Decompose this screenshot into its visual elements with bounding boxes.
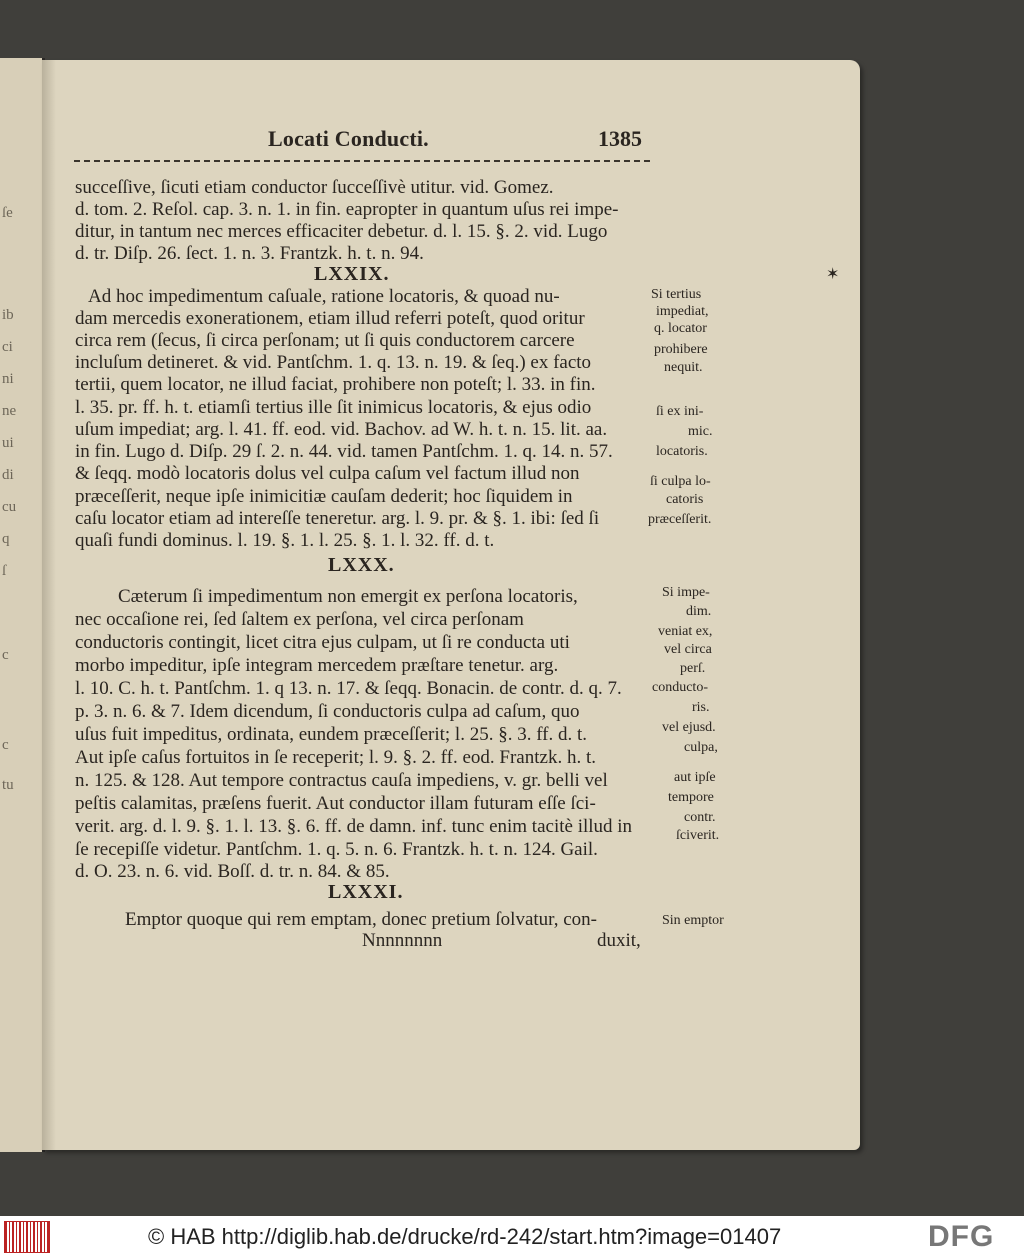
margin-note: vel ejusd. <box>662 720 716 735</box>
left-fragment: tu <box>2 777 14 793</box>
text-line: Emptor quoque qui rem emptam, donec pretium ſolvatur, con- <box>125 909 598 930</box>
margin-note: catoris <box>666 492 704 507</box>
text-line: l. 35. pr. ff. h. t. etiamſi tertius ille ſit inimicus locatoris, & ejus odio <box>75 397 592 418</box>
margin-note: perſ. <box>680 661 706 676</box>
margin-note: Sin emptor <box>662 913 724 928</box>
margin-note: prohibere <box>654 342 708 357</box>
text-line: circa rem (ſecus, ſi circa perſonam; ut ſi quis conductorem carcere <box>75 330 575 351</box>
text-line: d. tr. Diſp. 26. ſect. 1. n. 3. Frantzk. h. t. n. 94. <box>75 243 424 264</box>
margin-note: tempore <box>668 790 714 805</box>
margin-note: culpa, <box>684 740 718 755</box>
text-line: Aut ipſe caſus fortuitos in ſe receperit; l. 9. §. 2. ff. eod. Frantzk. h. t. <box>75 747 596 768</box>
text-line: nec occaſione rei, ſed ſaltem ex perſona, vel circa perſonam <box>75 609 524 630</box>
left-fragment: ib <box>2 307 14 323</box>
text-line: peſtis calamitas, præſens fuerit. Aut conductor illam futuram eſſe ſci- <box>75 793 596 814</box>
text-line: d. O. 23. n. 6. vid. Boſſ. d. tr. n. 84. & 85. <box>75 861 390 882</box>
margin-note: nequit. <box>664 360 703 375</box>
text-line: in fin. Lugo d. Diſp. 29 ſ. 2. n. 44. vid. tamen Pantſchm. 1. q. 14. n. 57. <box>75 441 613 462</box>
copyright-link[interactable]: © HAB http://diglib.hab.de/drucke/rd-242/start.htm?image=01407 <box>148 1224 782 1249</box>
text-line: morbo impeditur, ipſe integram mercedem præſtare tenetur. arg. <box>75 655 559 676</box>
margin-note: contr. <box>684 810 716 825</box>
running-title: Locati Conducti. <box>268 126 429 151</box>
text-line: n. 125. & 128. Aut tempore contractus cauſa impediens, v. gr. belli vel <box>75 770 608 791</box>
margin-note: locatoris. <box>656 444 708 459</box>
margin-note: impediat, <box>656 304 709 319</box>
text-line: uſus fuit impeditus, ordinata, eundem præceſſerit; l. 25. §. 3. ff. d. t. <box>75 724 588 745</box>
text-line: verit. arg. d. l. 9. §. 1. l. 13. §. 6. ff. de damn. inf. tunc enim tacitè illud in <box>75 816 633 837</box>
text-line: l. 10. C. h. t. Pantſchm. 1. q 13. n. 17. & ſeqq. Bonacin. de contr. d. q. 7. <box>75 678 622 699</box>
page-gutter <box>42 60 56 1150</box>
left-fragment: ſ <box>2 563 7 579</box>
text-line: conductoris contingit, licet citra ejus culpam, ut ſi re conducta uti <box>75 632 570 653</box>
margin-note: conducto- <box>652 680 708 695</box>
text-line: tertii, quem locator, ne illud faciat, prohibere non poteſt; l. 33. in fin. <box>75 374 596 395</box>
margin-note: aut ipſe <box>674 770 716 785</box>
section-heading: LXXIX. <box>314 263 390 285</box>
text-line: dam mercedis exonerationem, etiam illud referri poteſt, quod oritur <box>75 308 585 329</box>
left-fragment: di <box>2 467 14 483</box>
text-line: Cæterum ſi impedimentum non emergit ex perſona locatoris, <box>118 586 578 607</box>
signature-mark: Nnnnnnnn <box>362 930 443 951</box>
text-line: Ad hoc impedimentum caſuale, ratione locatoris, & quoad nu- <box>88 286 560 307</box>
asterisk-mark: ✶ <box>826 264 840 283</box>
left-fragment: q <box>2 531 10 547</box>
margin-note: Si tertius <box>651 287 702 302</box>
section-heading: LXXXI. <box>328 881 404 903</box>
margin-note: q. locator <box>654 321 707 336</box>
margin-note: ſi culpa lo- <box>650 474 711 489</box>
text-line: uſum impediat; arg. l. 41. ff. eod. vid. Bachov. ad W. h. t. n. 15. lit. aa. <box>75 419 608 440</box>
catchword: duxit, <box>597 930 641 951</box>
margin-note: mic. <box>688 424 713 439</box>
left-fragment: cu <box>2 499 17 515</box>
margin-note: præceſſerit. <box>648 512 712 527</box>
left-fragment: ne <box>2 403 17 419</box>
left-fragment: ni <box>2 371 14 387</box>
text-line: incluſum detineret. & vid. Pantſchm. 1. q. 13. n. 19. & ſeq.) ex facto <box>75 352 592 373</box>
section-heading: LXXX. <box>328 554 395 576</box>
text-line: d. tom. 2. Reſol. cap. 3. n. 1. in fin. eapropter in quantum uſus rei impe- <box>75 199 619 220</box>
margin-note: ris. <box>692 700 710 715</box>
dfg-logo: DFG <box>928 1220 995 1253</box>
text-line: succeſſive, ſicuti etiam conductor ſucceſſivè utitur. vid. Gomez. <box>75 177 554 198</box>
text-line: præceſſerit, neque ipſe inimicitiæ cauſam dederit; hoc ſiquidem in <box>75 486 573 507</box>
left-fragment: ui <box>2 435 14 451</box>
header-rule <box>74 160 650 162</box>
margin-note: ſi ex ini- <box>656 404 704 419</box>
text-line: & ſeqq. modò locatoris dolus vel culpa caſum vel factum illud non <box>75 463 580 484</box>
margin-note: veniat ex, <box>658 624 713 639</box>
left-page-edge <box>0 58 45 1152</box>
text-line: quaſi fundi dominus. l. 19. §. 1. l. 25. §. 1. l. 32. ff. d. t. <box>75 530 495 551</box>
left-fragment: ci <box>2 339 13 355</box>
text-line: p. 3. n. 6. & 7. Idem dicendum, ſi conductoris culpa ad caſum, quo <box>75 701 580 722</box>
hab-logo-icon <box>4 1221 50 1253</box>
text-line: ditur, in tantum nec merces efficaciter debetur. d. l. 15. §. 2. vid. Lugo <box>75 221 608 242</box>
left-fragment: c <box>2 647 9 663</box>
text-line: caſu locator etiam ad intereſſe teneretur. arg. l. 9. pr. & §. 1. ibi: ſed ſi <box>75 508 600 529</box>
margin-note: Si impe- <box>662 585 710 600</box>
text-line: ſe recepiſſe videtur. Pantſchm. 1. q. 5. n. 6. Frantzk. h. t. n. 124. Gail. <box>75 839 598 860</box>
left-fragment: ſe <box>2 205 13 221</box>
margin-note: vel circa <box>664 642 712 657</box>
page-number: 1385 <box>598 126 642 151</box>
margin-note: dim. <box>686 604 712 619</box>
left-fragment: c <box>2 737 9 753</box>
margin-note: ſciverit. <box>676 828 720 843</box>
